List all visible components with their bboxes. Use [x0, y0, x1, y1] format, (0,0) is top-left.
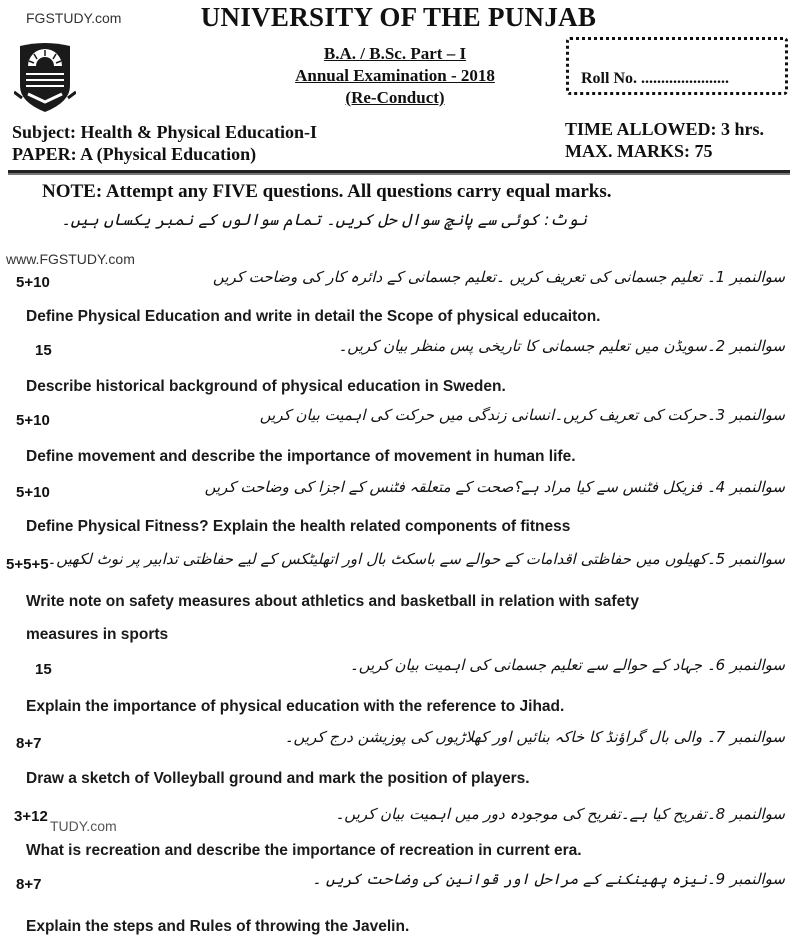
question-marks: 15	[35, 342, 52, 359]
question-urdu: سوالنمبر 5۔کھیلوں میں حفاظتی اقدامات کے حوالے سے باسکٹ بال اور اتھلیٹکس کے لیے حفاظتی تدابیر پر نوٹ لکھیں۔	[47, 550, 785, 568]
paper-label: PAPER: A (Physical Education)	[12, 144, 257, 164]
session-label: (Re-Conduct)	[345, 88, 445, 107]
watermark-middle: www.FGSTUDY.com	[6, 251, 135, 267]
time-allowed-label: TIME ALLOWED: 3 hrs.	[565, 119, 765, 139]
question-marks: 5+5+5	[6, 556, 49, 573]
question-urdu: سوالنمبر 1۔ تعلیم جسمانی کی تعریف کریں ۔تعلیم جسمانی کے دائرہ کار کی وضاحت کریں	[212, 268, 785, 286]
question-marks: 5+10	[16, 274, 50, 291]
exam-label: Annual Examination - 2018	[295, 66, 495, 85]
roll-number-box	[566, 37, 788, 95]
watermark-top: FGSTUDY.com	[26, 10, 122, 26]
question-english: Explain the steps and Rules of throwing the Javelin.	[26, 918, 410, 935]
question-marks: 5+10	[16, 484, 50, 501]
question-english: Define movement and describe the importance of movement in human life.	[26, 448, 576, 465]
university-title: UNIVERSITY OF THE PUNJAB	[200, 2, 597, 32]
question-english: Define Physical Fitness? Explain the health related components of fitness	[26, 518, 571, 535]
question-urdu: سوالنمبر 8۔تفریح کیا ہے۔تفریح کی موجودہ دور میں اہمیت بیان کریں۔	[335, 805, 785, 823]
question-urdu: سوالنمبر 6۔ جہاد کے حوالے سے تعلیم جسمانی کی اہمیت بیان کریں۔	[349, 656, 785, 674]
university-crest-icon	[14, 40, 76, 116]
question-urdu: سوالنمبر 7۔ والی بال گراؤنڈ کا خاکہ بنائیں اور کھلاڑیوں کی پوزیشن درج کریں۔	[284, 728, 785, 746]
question-english-continued: measures in sports	[26, 626, 169, 643]
header-divider	[8, 170, 790, 175]
degree-label: B.A. / B.Sc. Part – I	[323, 44, 467, 63]
question-english: Write note on safety measures about athletics and basketball in relation with safety	[26, 593, 639, 610]
question-urdu: سوالنمبر 3۔حرکت کی تعریف کریں۔انسانی زندگی میں حرکت کی اہمیت بیان کریں	[259, 406, 785, 424]
question-english: What is recreation and describe the importance of recreation in current era.	[26, 842, 582, 859]
question-english: Explain the importance of physical education with the reference to Jihad.	[26, 698, 565, 715]
note-urdu: نوٹ: کوئی سے پانچ سوال حل کریں۔ تمام سوالوں کے نمبر یکساں ہیں۔	[61, 210, 587, 229]
question-urdu: سوالنمبر 2۔سویڈن میں تعلیم جسمانی کا تاریخی پس منظر بیان کریں۔	[338, 337, 785, 355]
watermark-bottom: TUDY.com	[50, 818, 117, 834]
question-urdu: سوالنمبر 9۔نیزہ پھینکنے کے مراحل اور قوانین کی وضاحت کریں ۔	[312, 870, 785, 888]
question-english: Draw a sketch of Volleyball ground and mark the position of players.	[26, 770, 530, 787]
question-english: Describe historical background of physical education in Sweden.	[26, 378, 506, 395]
max-marks-label: MAX. MARKS: 75	[565, 141, 713, 161]
question-marks: 3+12	[14, 808, 48, 825]
subject-label: Subject: Health & Physical Education-I	[12, 122, 318, 142]
question-urdu: سوالنمبر 4۔ فزیکل فٹنس سے کیا مراد ہے؟صحت کے متعلقہ فٹنس کے اجزا کی وضاحت کریں	[204, 478, 785, 496]
question-english: Define Physical Education and write in detail the Scope of physical educaiton.	[26, 308, 601, 325]
roll-number-field[interactable]: Roll No. ......................	[581, 70, 729, 87]
question-marks: 8+7	[16, 735, 42, 752]
question-marks: 15	[35, 661, 52, 678]
note-english: NOTE: Attempt any FIVE questions. All questions carry equal marks.	[42, 181, 612, 202]
question-marks: 8+7	[16, 876, 42, 893]
question-marks: 5+10	[16, 412, 50, 429]
